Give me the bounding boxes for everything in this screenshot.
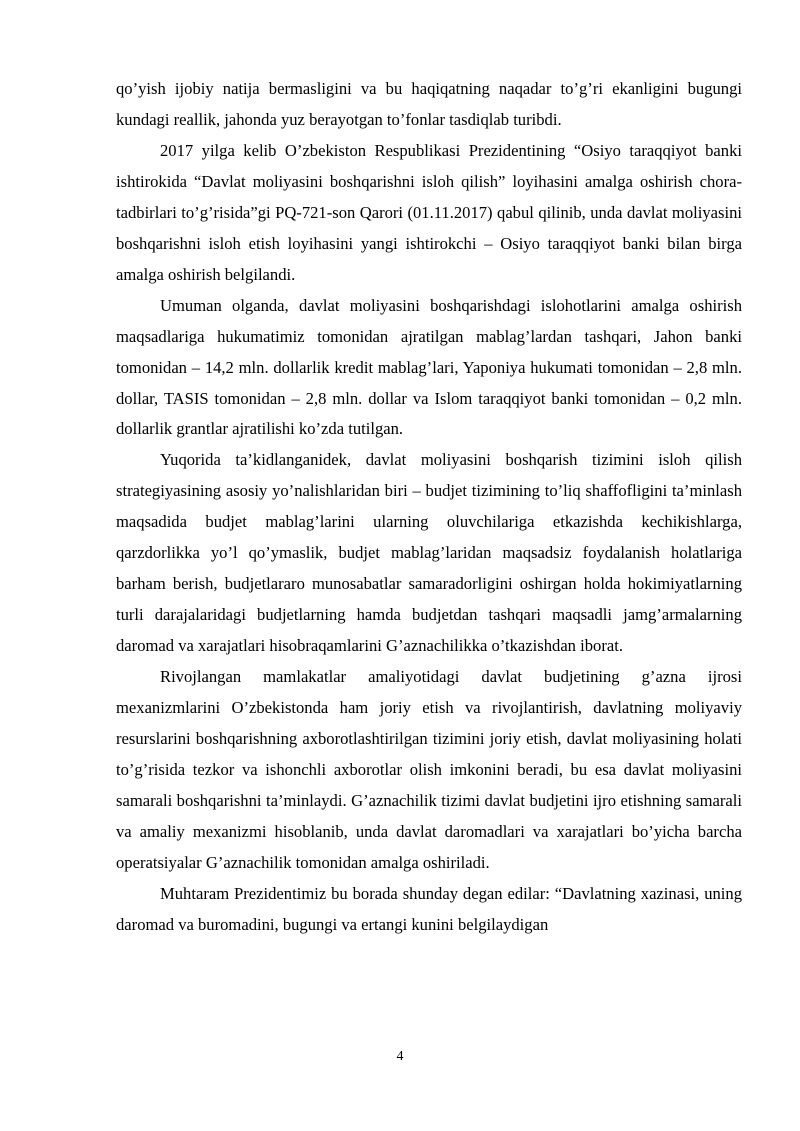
paragraph-treasury: Rivojlangan mamlakatlar amaliyotidagi davlat budjetining g’azna ijrosi mexanizmlarini O’zbekistonda ham joriy etish va rivojlantirish, davlatning moliyaviy resurslarini boshqarishning axborotlashtirilgan tizimini joriy etish, davlat moliyasining holati to’g’risida tezkor va ishonchli axborotlar olish imkonini beradi, bu esa davlat moliyasini samarali boshqarishni ta’minlaydi. G’aznachilik tizimi davlat budjetini ijro etishning samarali va amaliy mexanizmi hisoblanib, unda davlat daromadlari va xarajatlari bo’yicha barcha operatsiyalar G’aznachilik tomonidan amalga oshiriladi. xyxy=(116,667,742,872)
paragraph-decree: 2017 yilga kelib O’zbekiston Respublikasi Prezidentining “Osiyo taraqqiyot banki ishtirokida “Davlat moliyasini boshqarishni isloh qilish” loyihasini amalga oshirish chora-tadbirlari to’g’risida”gi PQ-721-son Qarori (01.11.2017) qabul qilinib, unda davlat moliyasini boshqarishni isloh etish loyihasini yangi ishtirokchi – Osiyo taraqqiyot banki bilan birga amalga oshirish belgilandi. xyxy=(116,140,742,284)
paragraph-strategy: Yuqorida ta’kidlanganidek, davlat moliyasini boshqarish tizimini isloh qilish strategiyasining asosiy yo’nalishlaridan biri – budjet tizimining to’liq shaffofligini ta’minlash maqsadida budjet mablag’larini ularning oluvchilariga etkazishda kechikishlarga, qarzdorlikka yo’l qo’ymaslik, budjet mablag’laridan maqsadsiz foydalanish holatlariga barham berish, budjetlararo munosabatlar samaradorligini oshirgan holda hokimiyatlarning turli darajalaridagi budjetlarning hamda budjetdan tashqari maqsadli jamg’armalarning daromad va xarajatlari hisobraqamlarini G’aznachilikka o’tkazishdan iborat. xyxy=(116,450,742,656)
paragraph-funding: Umuman olganda, davlat moliyasini boshqarishdagi islohotlarini amalga oshirish maqsadlariga hukumatimiz tomonidan ajratilgan mablag’lardan tashqari, Jahon banki tomonidan – 14,2 mln. dollarlik kredit mablag’lari, Yaponiya hukumati tomonidan – 2,8 mln. dollar, TASIS tomonidan – 2,8 mln. dollar va Islom taraqqiyot banki tomonidan – 0,2 mln. dollarlik grantlar ajratilishi ko’zda tutilgan. xyxy=(116,295,742,439)
paragraph-president-quote: Muhtaram Prezidentimiz bu borada shunday degan edilar: “Davlatning xazinasi, uning daromad va buromadini, bugungi va ertangi kunini belgilaydigan xyxy=(116,883,742,934)
document-body xyxy=(116,74,742,941)
page-number: 4 xyxy=(396,1049,404,1064)
paragraph-continuation: qo’yish ijobiy natija bermasligini va bu haqiqatning naqadar to’g’ri ekanligini bugungi kundagi reallik, jahonda yuz berayotgan to’fonlar tasdiqlab turibdi. xyxy=(116,79,742,129)
